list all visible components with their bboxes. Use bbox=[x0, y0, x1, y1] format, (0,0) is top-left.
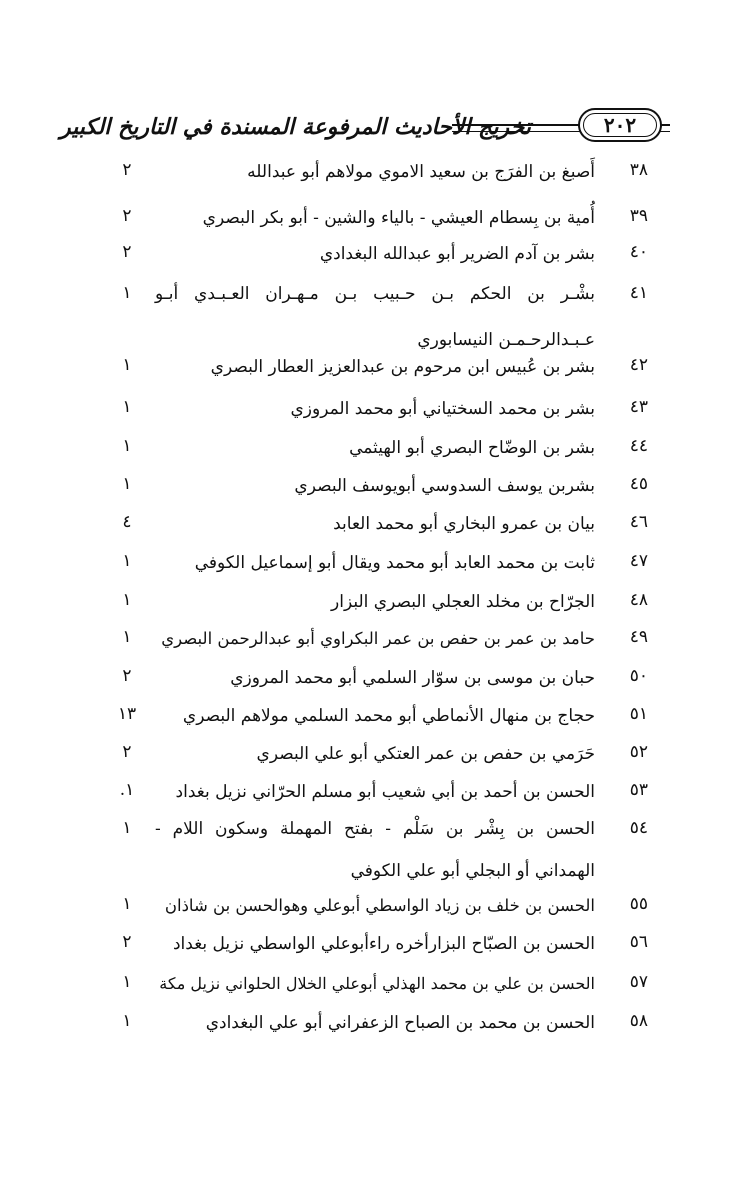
entry-number: ٥٣ bbox=[629, 780, 648, 800]
entry-number: ٥٠ bbox=[629, 666, 648, 686]
entry-count: ١ bbox=[122, 1011, 132, 1031]
entry-name: حجاج بن منهال الأنماطي أبو محمد السلمي مولاهم البصري bbox=[182, 706, 595, 726]
entry-number: ٥٧ bbox=[629, 972, 648, 992]
entry-number: ٤٩ bbox=[629, 627, 648, 647]
entry-number: ٥٦ bbox=[629, 932, 648, 952]
header-rule bbox=[452, 124, 580, 132]
entry-name: ثابت بن محمد العابد أبو محمد ويقال أبو إسماعيل الكوفي bbox=[194, 553, 595, 573]
entry-count: ١ bbox=[122, 894, 132, 914]
entry-number: ٣٩ bbox=[629, 206, 648, 226]
entry-name: الجرّاح بن مخلد العجلي البصري البزار bbox=[331, 592, 595, 612]
page-number: ٢٠٢ bbox=[603, 113, 637, 137]
entry-count: ١ bbox=[122, 590, 132, 610]
entry-number: ٤٥ bbox=[629, 474, 648, 494]
entry-name: بشر بن آدم الضرير أبو عبدالله البغدادي bbox=[319, 244, 595, 264]
entry-count: ١ bbox=[122, 474, 132, 494]
entry-count: ١ bbox=[122, 972, 132, 992]
entry-count: ٢ bbox=[122, 932, 132, 952]
entry-count: ٤ bbox=[122, 512, 132, 532]
entry-count: ١ bbox=[122, 283, 132, 303]
entry-number: ٤٣ bbox=[629, 397, 648, 417]
entry-number: ٤٦ bbox=[629, 512, 648, 532]
entry-name: الحسن بن محمد بن الصباح الزعفراني أبو علي البغدادي bbox=[205, 1013, 595, 1033]
entry-count: ١ bbox=[122, 818, 132, 838]
entry-name: بشر بن الوضّاح البصري أبو الهيثمي bbox=[349, 438, 595, 458]
entry-count: ١٣ bbox=[117, 704, 137, 724]
running-title: تخريج الأحاديث المرفوعة المسندة في التاريخ الكبير bbox=[60, 114, 531, 140]
entry-name: حَرَمي بن حفص بن عمر العتكي أبو علي البصري bbox=[256, 744, 595, 764]
entry-name: أَصبغ بن الفرَج بن سعيد الاموي مولاهم أبو عبدالله bbox=[247, 162, 595, 182]
entry-name: بشر بن عُبيس ابن مرحوم بن عبدالعزيز العطار البصري bbox=[210, 357, 595, 377]
entry-number: ٤١ bbox=[629, 283, 648, 303]
entry-number: ٥١ bbox=[629, 704, 648, 724]
page-number-badge bbox=[578, 108, 662, 142]
entry-number: ٥٥ bbox=[629, 894, 648, 914]
entry-number: ٤٢ bbox=[629, 355, 648, 375]
entry-count: ١ bbox=[122, 551, 132, 571]
entry-number: ٥٢ bbox=[629, 742, 648, 762]
entry-count: ١ bbox=[122, 397, 132, 417]
entry-name: حبان بن موسى بن سوّار السلمي أبو محمد المروزي bbox=[230, 668, 595, 688]
entry-count: ٢ bbox=[122, 666, 132, 686]
entry-name: الحسن بن علي بن محمد الهذلي أبوعلي الخلال الحلواني نزيل مكة bbox=[159, 974, 595, 993]
entry-name: بيان بن عمرو البخاري أبو محمد العابد bbox=[333, 514, 595, 534]
entry-count: ١ bbox=[122, 436, 132, 456]
entry-name: بشر بن محمد السختياني أبو محمد المروزي bbox=[290, 399, 595, 419]
page-header bbox=[60, 108, 672, 150]
entry-number: ٥٨ bbox=[629, 1011, 648, 1031]
entry-count: ٢ bbox=[122, 742, 132, 762]
entry-count: ٢ bbox=[122, 206, 132, 226]
entry-number: ٤٧ bbox=[629, 551, 648, 571]
entry-name: أُمية بن بِسطام العيشي - بالياء والشين - أبو بكر البصري bbox=[202, 208, 595, 228]
header-rule-right bbox=[660, 124, 670, 132]
entry-number: ٥٤ bbox=[629, 818, 648, 838]
entry-name: بشربن يوسف السدوسي أبويوسف البصري bbox=[294, 476, 595, 496]
entry-name: حامد بن عمر بن حفص بن عمر البكراوي أبو عبدالرحمن البصري bbox=[161, 629, 595, 648]
entry-number: ٣٨ bbox=[629, 160, 648, 180]
entry-count: ٢ bbox=[122, 242, 132, 262]
entry-count: ١ bbox=[122, 627, 132, 647]
entry-count: ٢ bbox=[122, 160, 132, 180]
entry-name: الحسن بن خلف بن زياد الواسطي أبوعلي وهوالحسن بن شاذان bbox=[164, 896, 595, 915]
entry-name: بشْـر بن الحكم بـن حـبيب بـن مـهـران العـبـدي أبـو عـبـدالرحـمـن النيسابوري bbox=[155, 284, 595, 350]
entry-name: الحسن بن الصبّاح البزارأخره راءأبوعلي الواسطي نزيل بغداد bbox=[172, 934, 595, 954]
entry-count: ١. bbox=[119, 780, 135, 800]
entry-count: ١ bbox=[122, 355, 132, 375]
entry-number: ٤٨ bbox=[629, 590, 648, 610]
entry-name: الحسن بن بِشْر بن سَلْم - بفتح المهملة وسكون اللام - الهمداني أو البجلي أبو علي الكوفي bbox=[155, 819, 595, 881]
entry-number: ٤٠ bbox=[629, 242, 648, 262]
entry-name: الحسن بن أحمد بن أبي شعيب أبو مسلم الحرّاني نزيل بغداد bbox=[175, 782, 595, 802]
entry-number: ٤٤ bbox=[629, 436, 648, 456]
